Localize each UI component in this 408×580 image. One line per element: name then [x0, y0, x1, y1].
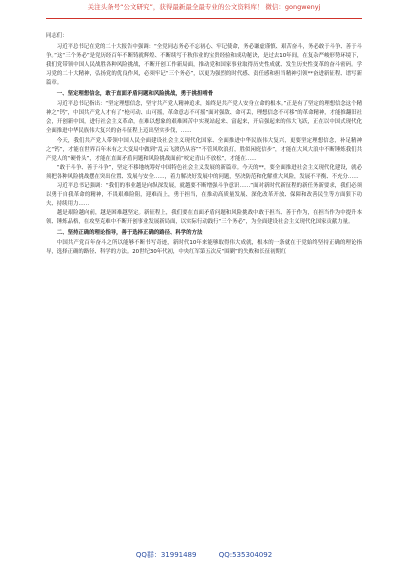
- section-1-paragraph: “敢于斗争、善于斗争”，坚定不移地统筹好中国特色社会主义发展的新篇章。今天的**，要全面推进社会主义现代化建设，就必须把各种风险挑战摆在突出位置、发展与安全……，着力解决好发展中的问题，坚决防范和化解重大风险，发展不平衡、不充分……: [46, 164, 362, 180]
- header-text: 关注头条号“公文研究”，获得最新最全最专业的公文资料库！ 微信：gongwenyj: [87, 3, 321, 11]
- header-divider: [46, 18, 362, 19]
- section-2-paragraph: 中国共产党百年奋斗之所以能够不断书写奇迹，新时代10年来能够取得伟大成就，根本的一条就在于党始终坚持正确的理论指导，选择正确的路径、科学的方法。20世纪30年代初，中央红军第五次反“围剿”的失败和长征初期红: [46, 240, 362, 256]
- footer-qq: QQ:535304092: [218, 551, 273, 559]
- section-1-paragraph: 习近平总书记强调：“我们的事业越是向纵深发展，就越要不断增强斗争意识……”面对新时代新征程的新任务新要求，我们必须以勇于自我革命的精神，不畏艰难险阻，迎难而上，勇于担当，在推动高质量发展、深化改革开放、保障和改善民生等方面狠下功夫、持续用力……: [46, 182, 362, 207]
- footer-qq-group: QQ群：31991489: [135, 551, 197, 559]
- intro-paragraph: 习近平总书记在党的二十大报告中强调：“全党同志务必不忘初心、牢记使命，务必谦虚谨慎、艰苦奋斗，务必敢于斗争、善于斗争。”这“三个务必”是党历经百年不断铸就辉煌、不断续写千秋伟业的宝贵经验和成功秘诀，是过去10年间，在复杂严峻形势环境下，我们党带领中国人民战胜各种风险挑战，不断开创工作新局面，推动党和国家事业取得历史性成就、发生历史性变革的奋斗密码。学习党的二十大精神，弘扬党的优良作风，必须牢记“三个务必”，以更为强烈的时代感、责任感和担当精神引领**奋进新征程、谱写新篇章。: [46, 44, 362, 87]
- section-1-paragraph: 越是艰险越向前，越是困难越坚定。新征程上，我们要在直面矛盾问题和风险挑战中敢于担当、善于作为，在担当作为中提升本领、锤炼品格，在攻坚克难中不断开创事业发展新局面，以实际行动践行“三个务必”，为全面建设社会主义现代化国家贡献力量。: [46, 209, 362, 225]
- document-body: [46, 32, 362, 257]
- greeting: 同志们：: [46, 33, 68, 39]
- section-1-paragraph: 今天，我们共产党人带领中国人民全面建设社会主义现代化国家、全面推进中华民族伟大复兴，更要坚定理想信念，补足精神之“钙”，才能在世界百年未有之大变局中做到“乱云飞渡仍从容”“不管风吹浪打，胜似闲庭信步”，才能在大风大浪中不断锤炼我们共产党人的“硬骨头”，才能在直面矛盾问题和风险挑战面前“咬定青山不放松”，才能在……: [46, 137, 362, 162]
- section-2-heading: 二、坚持正确的理论指导，善于选择正确的路径、科学的方法: [56, 229, 203, 236]
- section-1-paragraph: 习近平总书记指出：“坚定理想信念，坚守共产党人精神追求，始终是共产党人安身立命的根本。”正是有了坚定的理想信念这个精神之“钙”，中国共产党人才有了“枪可动、山可摇，革命意志不可摇”面对强敌、命可丢，理想信念不可移”的革命精神，才能推翻旧社会，开创新中国，进行社会主义革命，在难以想象的艰难困苦中实现站起来、富起来，开启强起来的伟大飞跃，正在以中国式现代化全面推进中华民族伟大复兴的奋斗征程上迈出坚实步伐，……: [46, 101, 362, 135]
- page-footer: [0, 550, 408, 560]
- section-1-heading: 一、坚定理想信念，敢于直面矛盾问题和风险挑战，勇于挑担啃骨: [56, 91, 214, 98]
